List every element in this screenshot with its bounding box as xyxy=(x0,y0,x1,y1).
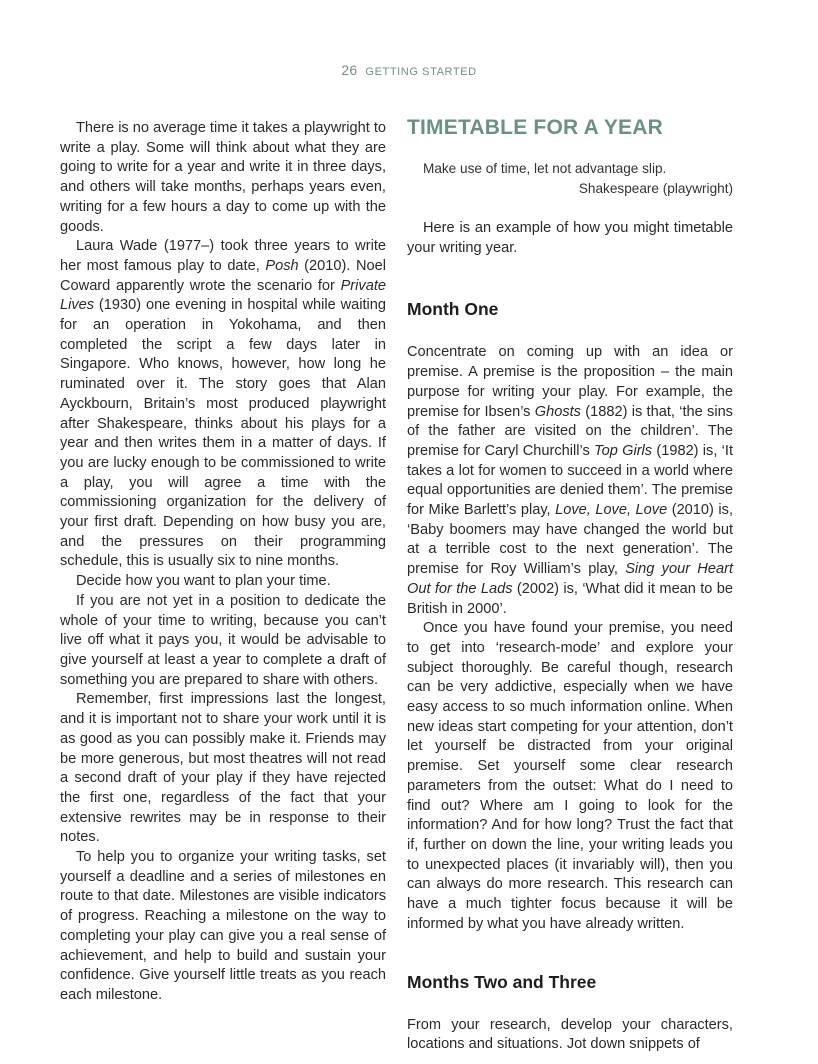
paragraph: From your research, develop your characters, locations and situations. Jot down snippets of xyxy=(407,1016,733,1053)
paragraph: Laura Wade (1977–) took three years to write her most famous play to date, Posh (2010). Noel Coward apparently wrote the scenario for Private Lives (1930) one evening in hospital while waiting for an operation in Yokohama, and then completed the script a few days later in Singapore. Who knows, however, how long he ruminated over it. The story goes that Alan Ayckbourn, Britain’s most produced playwright after Shakespeare, thinks about his plays for a year and then writes them in a matter of days. If you are lucky enough to be commissioned to write a play, you will agree a time with the commissioning organization for the delivery of your first draft. Depending on how busy you are, and the pressures on their programming schedule, this is usually six to nine months. xyxy=(60,238,386,570)
play-title: Love, Love, Love xyxy=(555,502,668,519)
play-title: Posh xyxy=(265,257,299,274)
play-title: Sing your Heart Out for the Lads xyxy=(407,561,733,597)
paragraph: To help you to organize your writing tasks, set yourself a deadline and a series of milestones en route to that date. Milestones are visible indicators of progress. Reaching a milestone on the way to completing your play can give you a real sense of achievement, and help to build and sustain your confidence. Give yourself little treats as you reach each milestone. xyxy=(60,849,386,1003)
paragraph: Decide how you want to plan your time. xyxy=(76,573,331,590)
section-title: TIMETABLE FOR A YEAR xyxy=(407,116,663,139)
epigraph xyxy=(423,159,733,199)
paragraph: Remember, first impressions last the longest, and it is important not to share your work until it is as good as you can possibly make it. Friends may be more generous, but most theatres will not read a second draft of your play if they have rejected the first one, regardless of the fact that your extensive rewrites may be in response to their notes. xyxy=(60,691,386,846)
play-title: Ghosts xyxy=(534,403,581,420)
chapter-title: GETTING STARTED xyxy=(365,66,477,78)
intro-paragraph: Here is an example of how you might timetable your writing year. xyxy=(407,220,733,256)
running-head xyxy=(0,62,818,78)
paragraph: If you are not yet in a position to dedicate the whole of your time to writing, because you can’t live off what it pays you, it would be advisable to give yourself at least a year to complete a draft of something you are prepared to share with others. xyxy=(60,592,386,688)
epigraph-attribution: Shakespeare (playwright) xyxy=(578,181,733,196)
left-column xyxy=(60,119,386,1006)
paragraph: Once you have found your premise, you need to get into ‘research-mode’ and explore your subject thoroughly. Be careful though, research can be very addictive, especially when we have easy access to so much information online. When new ideas start competing for your attention, don’t let yourself be distracted from your original premise. Set yourself some clear research parameters from the outset: What do I need to find out? Where am I going to look for the information? And for how long? Trust the fact that if, further on down the line, your writing leads you to unexpected places (it invariably will), then you can always do more research. This research can have a much tighter focus because it will be informed by what you have already written. xyxy=(407,620,733,932)
play-title: Private Lives xyxy=(60,277,386,314)
right-column xyxy=(407,116,734,1055)
subheading-months-two-three: Months Two and Three xyxy=(407,971,597,992)
paragraph: There is no average time it takes a playwright to write a play. Some will think about what they are going to write for a year and write it in three days, and others will take months, perhaps years even, writing for a few hours a day to come up with the goods. xyxy=(60,120,386,235)
paragraph: Concentrate on coming up with an idea or premise. A premise is the proposition – the main purpose for writing your play. For example, the premise for Ibsen’s Ghosts (1882) is that, ‘the sins of the father are visited on the children’. The premise for Caryl Churchill’s Top Girls (1982) is, ‘It takes a lot for women to succeed in a world where equal opportunities are denied them’. The premise for Mike Barlett’s play, Love, Love, Love (2010) is, ‘Baby boomers may have changed the world but at a terrible cost to the next generation’. The premise for Roy William’s play, Sing your Heart Out for the Lads (2002) is, ‘What did it mean to be British in 2000’. xyxy=(407,344,734,617)
page-number: 26 xyxy=(341,62,358,78)
subheading-month-one: Month One xyxy=(407,299,499,320)
play-title: Top Girls xyxy=(594,442,653,459)
epigraph-quote: Make use of time, let not advantage slip. xyxy=(423,161,667,176)
